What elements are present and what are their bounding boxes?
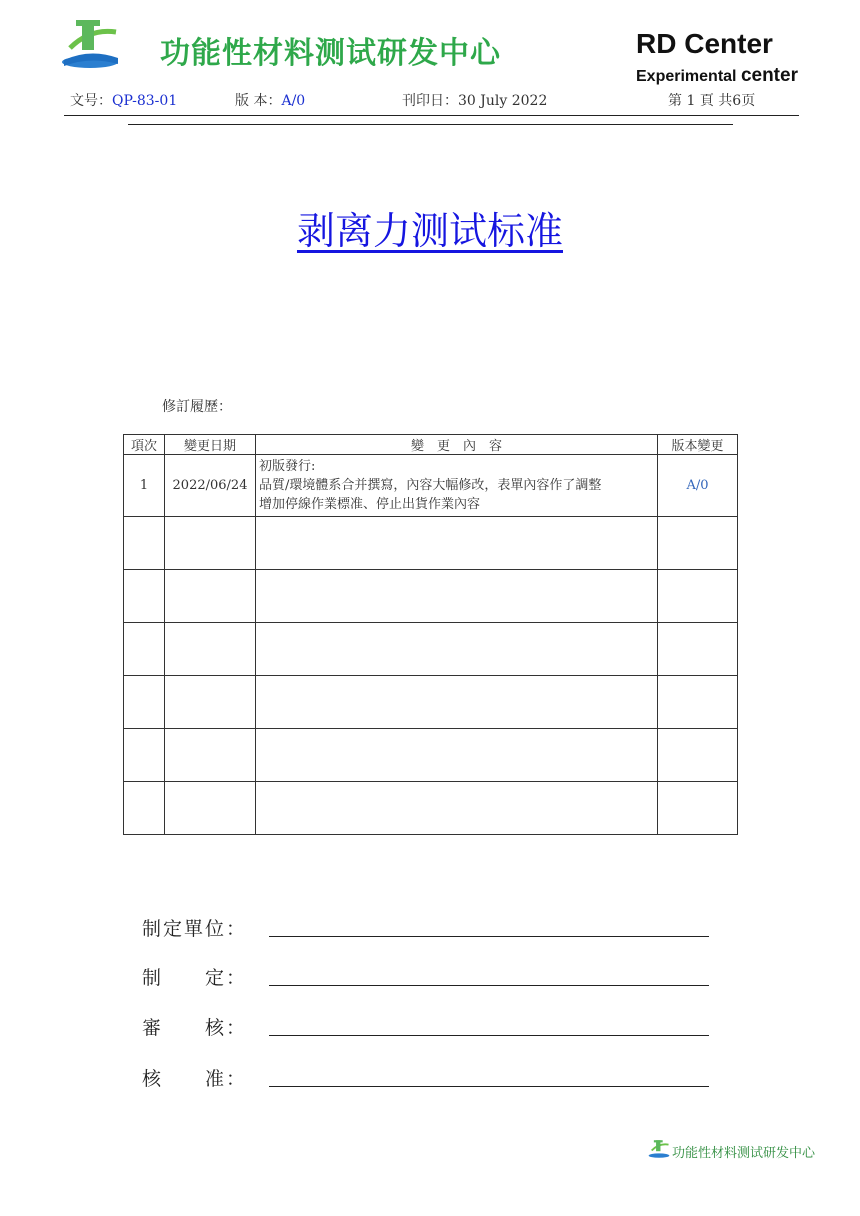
page-current: 1: [686, 93, 696, 109]
col-header-content: 變 更 內 容: [256, 435, 658, 455]
empty-cell: [658, 623, 738, 676]
print-date-label: 刊印日：: [402, 93, 458, 109]
doc-number-label: 文号：: [70, 93, 112, 109]
cell-item: 1: [124, 455, 165, 517]
print-date: [402, 90, 547, 110]
empty-cell: [658, 570, 738, 623]
empty-cell: [658, 729, 738, 782]
signature-label: 制 定：: [142, 967, 248, 989]
signature-line[interactable]: [269, 936, 709, 937]
empty-cell: [658, 676, 738, 729]
rd-center-title: RD Center: [636, 28, 773, 59]
table-row-empty: [124, 676, 738, 729]
header-divider-inner: [128, 124, 733, 125]
page-total: 6: [732, 93, 742, 109]
cell-date: 2022/06/24: [165, 455, 256, 517]
empty-cell: [256, 676, 658, 729]
doc-number-value: QP-83-01: [112, 93, 178, 109]
col-header-version: 版本變更: [658, 435, 738, 455]
empty-cell: [124, 570, 165, 623]
revision-table: [123, 434, 738, 835]
table-row: [124, 455, 738, 517]
table-row-empty: [124, 782, 738, 835]
content-line: 增加停線作業標准、停止出貨作業內容: [259, 497, 481, 512]
table-row-empty: [124, 729, 738, 782]
empty-cell: [124, 729, 165, 782]
empty-cell: [165, 729, 256, 782]
footer-org-name: 功能性材料测试研发中心: [672, 1146, 816, 1161]
signature-row-unit: [142, 914, 262, 941]
print-date-value: 30 July 2022: [458, 93, 548, 109]
page-info-a: 第: [668, 93, 682, 109]
page-info-b: 頁 共: [699, 93, 733, 109]
page-info: [668, 90, 755, 110]
signature-line[interactable]: [269, 985, 709, 986]
signature-line[interactable]: [269, 1086, 709, 1087]
empty-cell: [658, 782, 738, 835]
table-header-row: [124, 435, 738, 455]
rd-sub-b: center: [740, 65, 798, 86]
version-value: A/0: [281, 93, 306, 109]
empty-cell: [165, 782, 256, 835]
content-line: 品質/環境體系合并撰寫，內容大幅修改，表單內容作了調整: [259, 478, 602, 493]
signature-row-drafter: [142, 963, 262, 990]
content-line: 初版發行:: [259, 459, 316, 474]
col-header-date: 變更日期: [165, 435, 256, 455]
table-row-empty: [124, 517, 738, 570]
footer-logo-icon: [648, 1139, 670, 1159]
empty-cell: [124, 676, 165, 729]
empty-cell: [124, 782, 165, 835]
org-name: 功能性材料测试研发中心: [160, 36, 501, 71]
empty-cell: [256, 570, 658, 623]
version: [235, 90, 305, 110]
col-header-item: 項次: [124, 435, 165, 455]
empty-cell: [256, 517, 658, 570]
empty-cell: [256, 623, 658, 676]
page-info-c: 页: [741, 93, 756, 109]
document-title-text[interactable]: 剥离力测试标准: [296, 209, 563, 253]
signature-line[interactable]: [269, 1035, 709, 1036]
signature-label: 制定單位：: [142, 918, 248, 940]
cell-version: A/0: [658, 455, 738, 517]
empty-cell: [165, 517, 256, 570]
empty-cell: [256, 729, 658, 782]
cell-content: [256, 455, 658, 517]
rd-center-subtitle: [636, 65, 798, 87]
logo-icon: [60, 18, 120, 70]
signature-label: 核 准：: [142, 1068, 248, 1090]
revision-history-label: 修訂履歷：: [162, 399, 232, 415]
empty-cell: [165, 570, 256, 623]
document-title: [0, 200, 860, 255]
header-divider: [64, 115, 799, 116]
version-label: 版 本：: [235, 93, 282, 109]
empty-cell: [165, 623, 256, 676]
empty-cell: [658, 517, 738, 570]
table-row-empty: [124, 623, 738, 676]
signature-label: 審 核：: [142, 1017, 248, 1039]
signature-row-approver: [142, 1064, 262, 1091]
rd-sub-a: Experimental: [636, 68, 737, 85]
empty-cell: [124, 623, 165, 676]
empty-cell: [124, 517, 165, 570]
signature-row-reviewer: [142, 1013, 262, 1040]
table-row-empty: [124, 570, 738, 623]
doc-number: [70, 90, 177, 110]
empty-cell: [256, 782, 658, 835]
empty-cell: [165, 676, 256, 729]
